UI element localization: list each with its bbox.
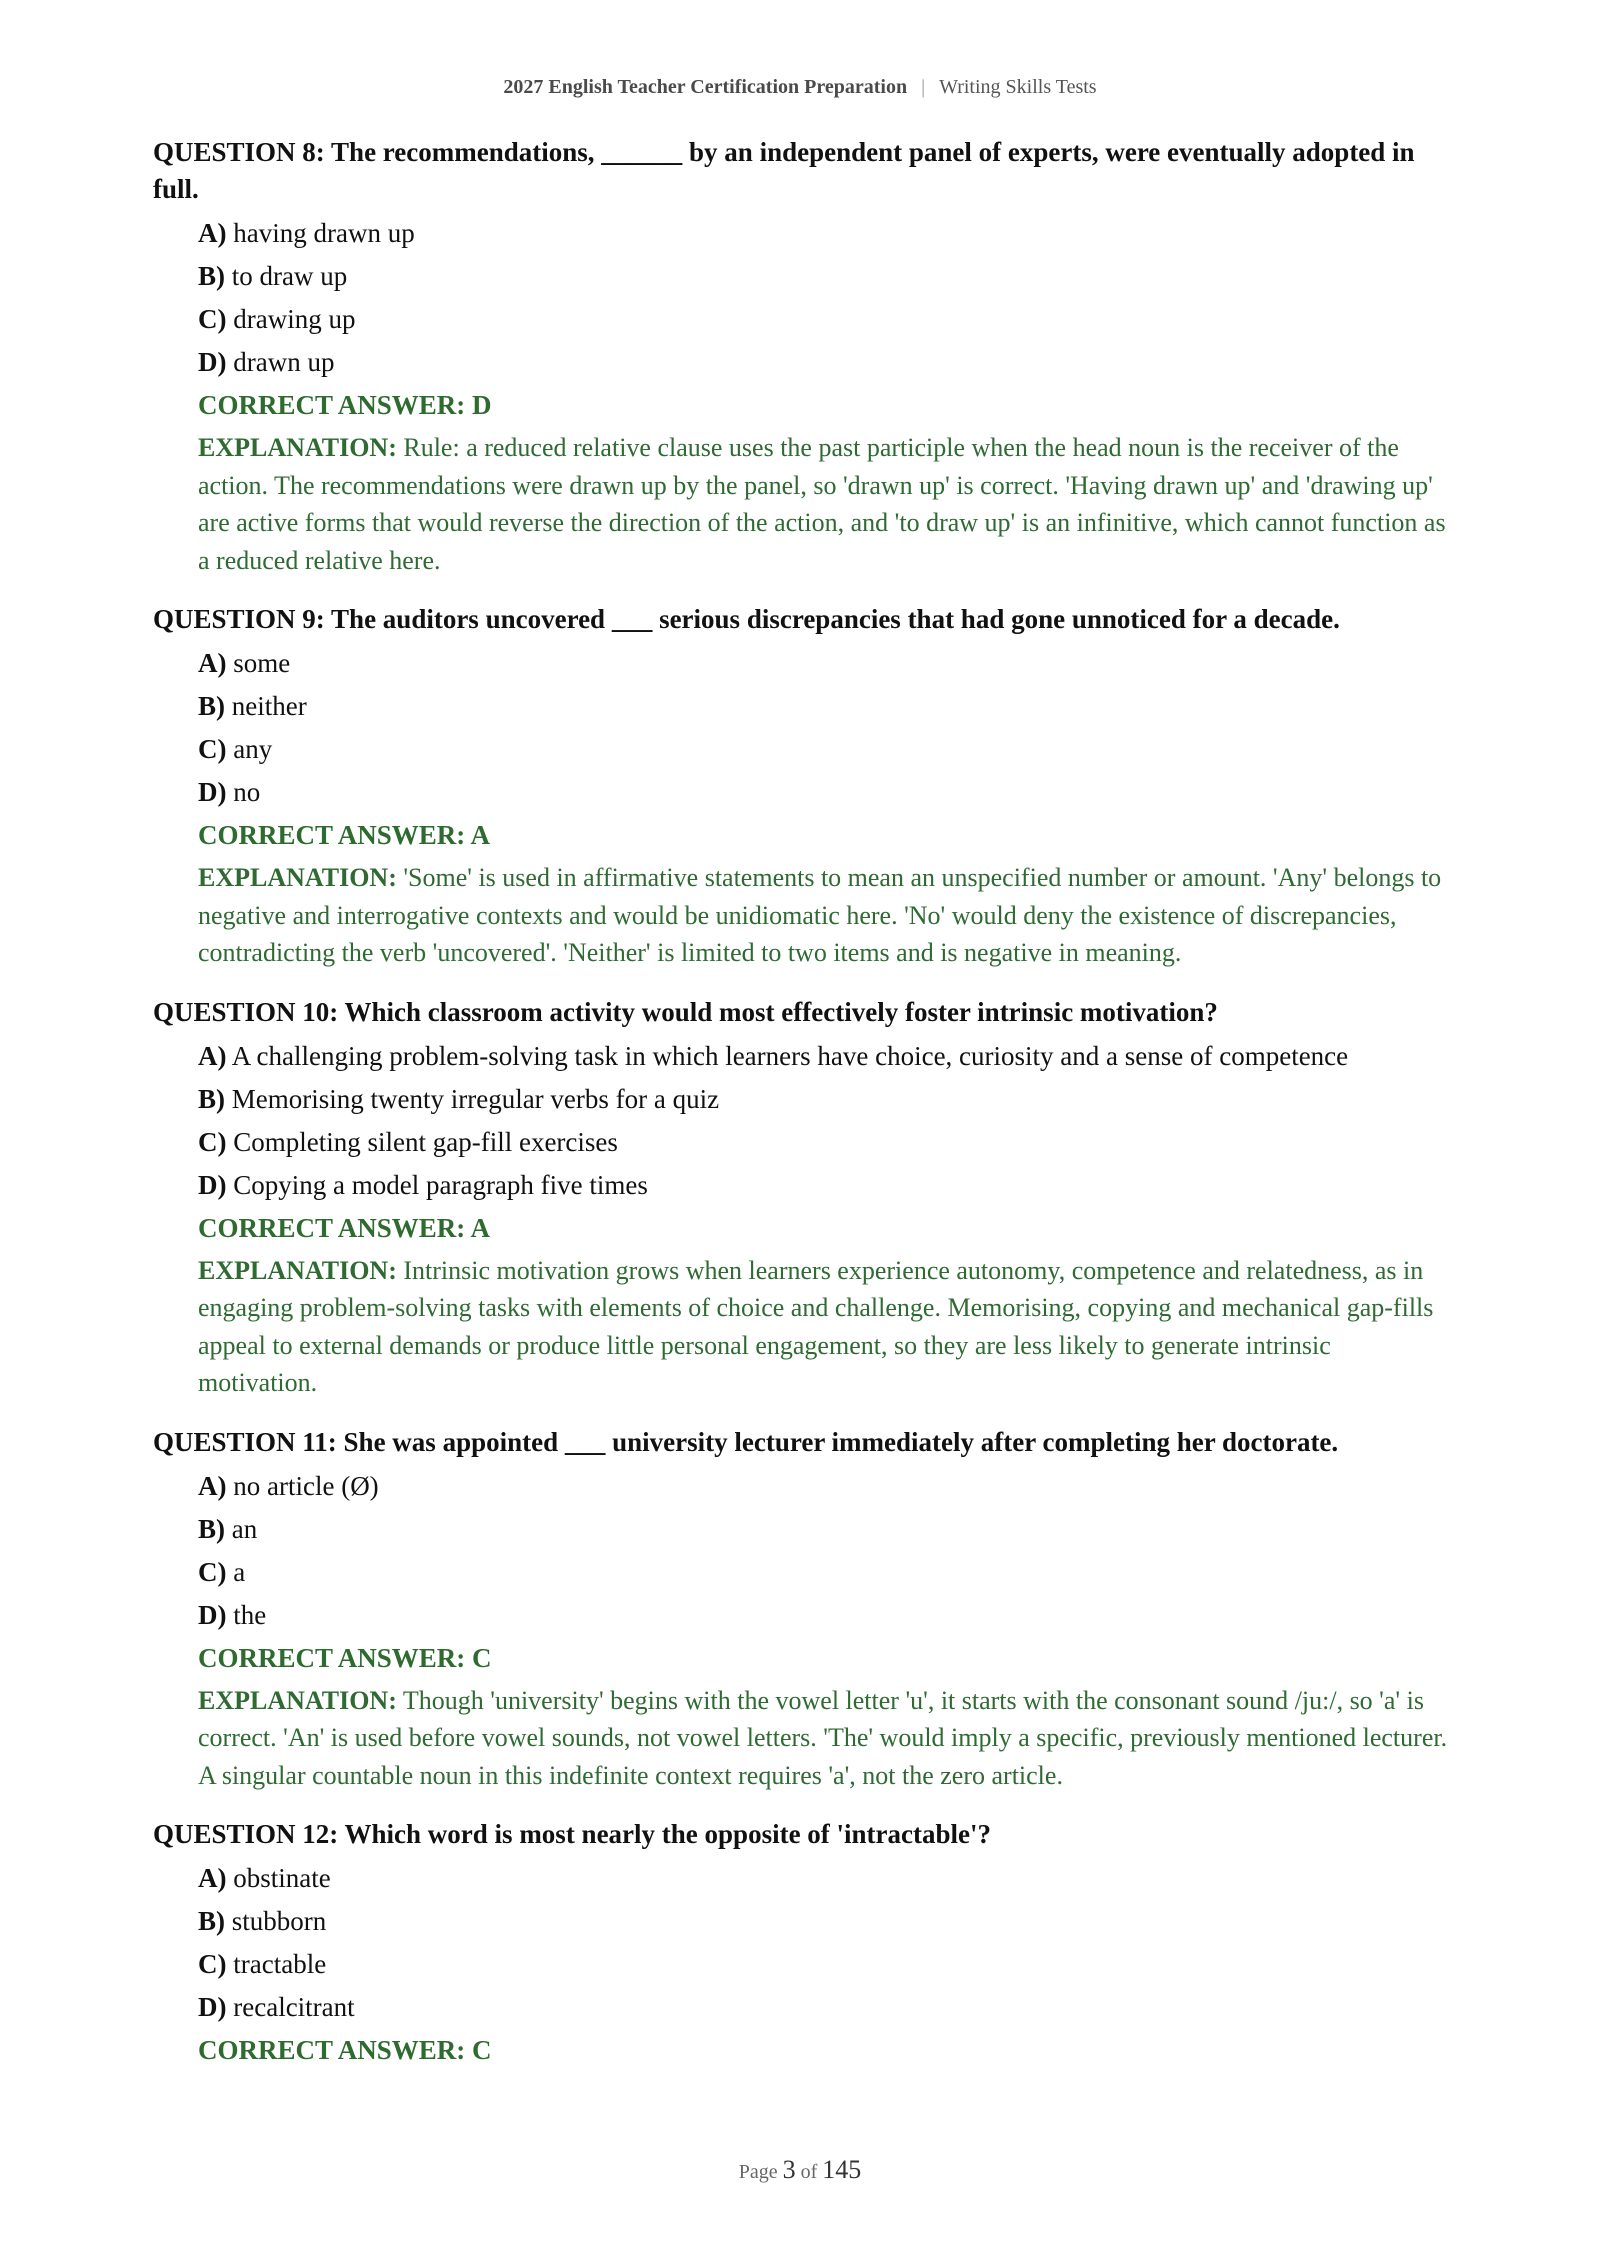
answer-options — [153, 212, 1453, 384]
option-text: A challenging problem-solving task in which learners have choice, curiosity and a sense of competence — [231, 1040, 1349, 1071]
option-text: recalcitrant — [233, 1992, 355, 2022]
total-pages: 145 — [822, 2155, 862, 2184]
option-text: some — [233, 648, 291, 678]
explanation-label: EXPLANATION: — [198, 1685, 397, 1715]
option-letter: B) — [198, 1513, 225, 1544]
explanation — [153, 429, 1453, 579]
option-c — [198, 728, 1453, 771]
option-letter: B) — [198, 1083, 225, 1114]
option-letter: D) — [198, 1169, 227, 1200]
option-text: stubborn — [231, 1906, 327, 1936]
question-list — [153, 134, 1453, 2094]
option-d — [198, 1986, 1453, 2029]
of-word: of — [800, 2161, 818, 2183]
option-a — [198, 212, 1453, 255]
correct-answer: CORRECT ANSWER: D — [198, 390, 492, 420]
option-letter: A) — [198, 1863, 227, 1893]
option-text: obstinate — [233, 1863, 331, 1893]
option-c — [198, 298, 1453, 341]
page-footer — [0, 2155, 1600, 2185]
option-letter: C) — [198, 1126, 227, 1157]
option-text: tractable — [233, 1949, 327, 1979]
question-title: QUESTION 10: Which classroom activity would most effectively foster intrinsic motivation? — [153, 996, 1218, 1027]
option-b — [198, 1900, 1453, 1943]
option-text: Copying a model paragraph five times — [233, 1169, 648, 1200]
question-9 — [153, 601, 1453, 972]
option-text: Completing silent gap-fill exercises — [233, 1126, 618, 1157]
option-letter: B) — [198, 691, 225, 721]
option-letter: D) — [198, 1599, 227, 1630]
option-letter: B) — [198, 1906, 225, 1936]
option-text: any — [233, 734, 273, 764]
header-separator: | — [921, 76, 926, 98]
explanation-text: Intrinsic motivation grows when learners experience autonomy, competence and relatedness, as in engaging problem-solving tasks with elements of choice and challenge. Memorising, copying and mechanical gap-fills appeal to external demands or produce little personal engagement, so they are less likely to generate intrinsic motivation. — [198, 1255, 1434, 1397]
option-text: to draw up — [231, 261, 348, 291]
option-text: an — [231, 1513, 258, 1544]
question-8 — [153, 134, 1453, 579]
question-title: QUESTION 12: Which word is most nearly the opposite of 'intractable'? — [153, 1819, 992, 1849]
question-10 — [153, 994, 1453, 1402]
option-letter: D) — [198, 777, 227, 807]
answer-options — [153, 1035, 1453, 1207]
option-b — [198, 1508, 1453, 1551]
option-letter: C) — [198, 734, 227, 764]
correct-answer: CORRECT ANSWER: A — [198, 1212, 491, 1243]
answer-options — [153, 1465, 1453, 1637]
option-c — [198, 1121, 1453, 1164]
question-11 — [153, 1424, 1453, 1795]
option-c — [198, 1943, 1453, 1986]
option-a — [198, 1465, 1453, 1508]
correct-answer: CORRECT ANSWER: C — [198, 2035, 492, 2065]
option-text: drawing up — [233, 304, 356, 334]
option-text: neither — [231, 691, 307, 721]
option-letter: C) — [198, 1949, 227, 1979]
option-letter: A) — [198, 218, 227, 248]
explanation — [153, 859, 1453, 972]
explanation-text: Though 'university' begins with the vowel letter 'u', it starts with the consonant sound /ju:/, so 'a' is correct. 'An' is used before vowel sounds, not vowel letters. 'The' would imply a specific, previously mentioned lecturer. A singular countable noun in this indefinite context requires 'a', not the zero article. — [198, 1685, 1448, 1790]
option-a — [198, 642, 1453, 685]
option-text: having drawn up — [233, 218, 415, 248]
page-word: Page — [738, 2161, 778, 2183]
option-text: Memorising twenty irregular verbs for a quiz — [231, 1083, 720, 1114]
section-title: Writing Skills Tests — [939, 76, 1097, 98]
option-d — [198, 1164, 1453, 1207]
option-b — [198, 1078, 1453, 1121]
explanation-text: 'Some' is used in affirmative statements to mean an unspecified number or amount. 'Any' belongs to negative and interrogative contexts and would be unidiomatic here. 'No' would deny the existence of discrepancies, contradicting the verb 'uncovered'. 'Neither' is limited to two items and is negative in meaning. — [198, 863, 1442, 967]
option-letter: A) — [198, 648, 227, 678]
answer-options — [153, 642, 1453, 814]
correct-answer: CORRECT ANSWER: C — [198, 1642, 492, 1673]
explanation-label: EXPLANATION: — [198, 433, 397, 462]
option-text: drawn up — [233, 347, 335, 377]
question-title: QUESTION 9: The auditors uncovered ___ serious discrepancies that had gone unnoticed for a decade. — [153, 604, 1340, 634]
option-text: no article (Ø) — [233, 1470, 379, 1501]
option-d — [198, 341, 1453, 384]
option-a — [198, 1857, 1453, 1900]
option-a — [198, 1035, 1453, 1078]
explanation-label: EXPLANATION: — [198, 863, 397, 892]
explanation-label: EXPLANATION: — [198, 1255, 397, 1285]
option-text: the — [233, 1599, 267, 1630]
option-b — [198, 255, 1453, 298]
question-title: QUESTION 8: The recommendations, ______ by an independent panel of experts, were eventually adopted in full. — [153, 137, 1415, 204]
option-letter: D) — [198, 347, 227, 377]
option-d — [198, 1594, 1453, 1637]
explanation — [153, 1252, 1453, 1402]
option-letter: C) — [198, 1556, 227, 1587]
option-letter: D) — [198, 1992, 227, 2022]
answer-options — [153, 1857, 1453, 2029]
option-d — [198, 771, 1453, 814]
option-text: a — [233, 1556, 246, 1587]
option-letter: B) — [198, 261, 225, 291]
book-title: 2027 English Teacher Certification Preparation — [503, 76, 908, 98]
option-text: no — [233, 777, 261, 807]
option-c — [198, 1551, 1453, 1594]
running-header — [0, 76, 1600, 99]
question-title: QUESTION 11: She was appointed ___ university lecturer immediately after completing her doctorate. — [153, 1426, 1339, 1457]
page-number: 3 — [782, 2155, 796, 2184]
explanation — [153, 1682, 1453, 1795]
option-letter: A) — [198, 1040, 227, 1071]
explanation-text: Rule: a reduced relative clause uses the past participle when the head noun is the receiver of the action. The recommendations were drawn up by the panel, so 'drawn up' is correct. 'Having drawn up' and 'drawing up' are active forms that would reverse the direction of the action, and 'to draw up' is an infinitive, which cannot function as a reduced relative here. — [198, 433, 1446, 575]
option-letter: A) — [198, 1470, 227, 1501]
question-12 — [153, 1816, 1453, 2072]
option-b — [198, 685, 1453, 728]
correct-answer: CORRECT ANSWER: A — [198, 820, 491, 850]
option-letter: C) — [198, 304, 227, 334]
